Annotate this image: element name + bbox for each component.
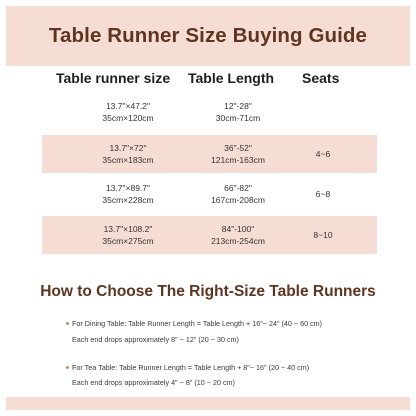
runner-size-inches: 13.7"×47.2": [105, 101, 151, 111]
table-length-cm: 121cm-163cm: [211, 155, 265, 165]
bullet-icon: [66, 322, 69, 325]
table-length-cell: [200, 135, 276, 173]
runner-size-cm: 35cm×228cm: [102, 195, 154, 205]
table-length-cm: 213cm-254cm: [211, 236, 265, 246]
table-length-cm: 30cm-71cm: [215, 113, 261, 123]
tea-table-rule-text: For Tea Table: Table Runner Length = Table Length + 8"~ 16" (20 ~ 40 cm): [72, 363, 310, 372]
seats-cell: [304, 93, 342, 131]
runner-size-cell: [90, 175, 166, 213]
runner-size-inches: 13.7"×89.7": [105, 183, 151, 193]
runner-size-cell: [90, 93, 166, 131]
seats-value: 6~8: [315, 189, 331, 199]
column-header-size: Table runner size: [56, 70, 171, 86]
column-header-length: Table Length: [188, 70, 275, 86]
table-row: [42, 175, 377, 213]
table-row: [42, 216, 377, 254]
runner-size-cell: [90, 135, 166, 173]
seats-cell: [304, 135, 342, 173]
seats-cell: [304, 175, 342, 213]
table-row: [42, 135, 377, 173]
runner-size-inches: 13.7"×108.2": [103, 224, 153, 234]
table-length-cell: [200, 93, 276, 131]
seats-value: 8~10: [313, 230, 333, 240]
title-banner: [6, 6, 410, 66]
tea-table-rule: [66, 363, 309, 372]
table-length-cm: 167cm-208cm: [211, 195, 265, 205]
table-length-cell: [200, 216, 276, 254]
table-length-inches: 36"-52": [224, 143, 252, 153]
runner-size-cm: 35cm×275cm: [102, 236, 154, 246]
dining-table-rule: [66, 319, 322, 328]
column-header-seats: Seats: [302, 70, 340, 86]
table-length-inches: 84"-100": [221, 224, 255, 234]
runner-size-cm: 35cm×183cm: [102, 155, 154, 165]
page-title: Table Runner Size Buying Guide: [48, 24, 368, 47]
table-length-cell: [200, 175, 276, 213]
runner-size-cm: 35cm×120cm: [102, 113, 154, 123]
bullet-icon: [66, 366, 69, 369]
dining-table-drop: Each end drops approximately 8" ~ 12" (20 ~ 30 cm): [72, 335, 239, 344]
table-length-inches: 66"-82": [224, 183, 252, 193]
runner-size-inches: 13.7"×72": [109, 143, 147, 153]
table-row: [42, 93, 377, 131]
section-title: How to Choose The Right-Size Table Runners: [40, 283, 376, 300]
tea-table-drop: Each end drops approximately 4" ~ 8" (10 ~ 20 cm): [72, 378, 235, 387]
footer-band: [6, 397, 410, 410]
dining-table-rule-text: For Dining Table: Table Runner Length = Table Length + 16"~ 24" (40 ~ 60 cm): [72, 319, 323, 328]
seats-value: 4~6: [315, 149, 331, 159]
seats-cell: [304, 216, 342, 254]
table-length-inches: 12"-28": [224, 101, 252, 111]
runner-size-cell: [90, 216, 166, 254]
